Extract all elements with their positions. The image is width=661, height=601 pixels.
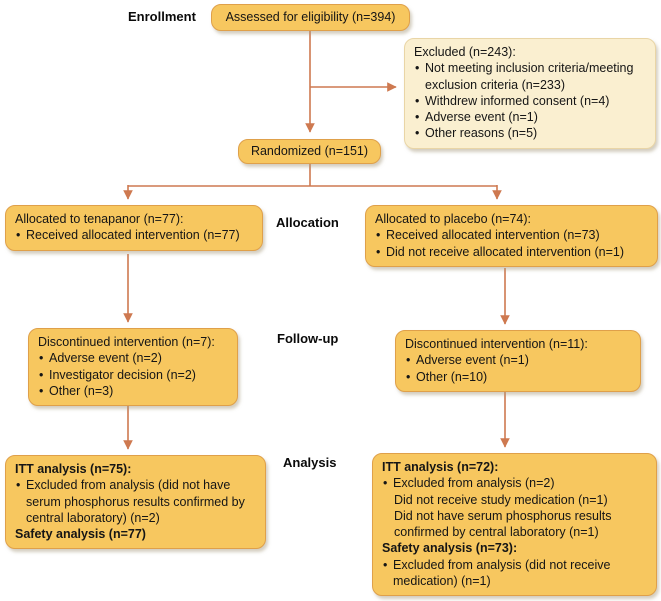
followup-tenapanor-item: • Adverse event (n=2) xyxy=(38,350,228,366)
analysis-placebo-box xyxy=(372,453,657,596)
followup-tenapanor-item: • Other (n=3) xyxy=(38,383,228,399)
followup-tenapanor-box xyxy=(28,328,238,406)
allocation-tenapanor-item: • Received allocated intervention (n=77) xyxy=(15,227,253,243)
excluded-title: Excluded (n=243): xyxy=(414,45,516,59)
itt-analysis-placebo-item: • Excluded from analysis (n=2) xyxy=(382,475,647,491)
itt-analysis-tenapanor-item: • Excluded from analysis (did not have serum phosphorus results confirmed by central laboratory) (n=2) xyxy=(15,477,256,526)
allocation-placebo-box xyxy=(365,205,658,267)
stage-label-analysis: Analysis xyxy=(283,455,337,470)
followup-placebo-item: • Adverse event (n=1) xyxy=(405,352,631,368)
safety-analysis-tenapanor-title: Safety analysis (n=77) xyxy=(15,527,146,541)
excluded-item: • Not meeting inclusion criteria/meeting exclusion criteria (n=233) xyxy=(414,60,646,93)
excluded-item: • Adverse event (n=1) xyxy=(414,109,646,125)
followup-tenapanor-title: Discontinued intervention (n=7): xyxy=(38,335,215,349)
assessed-for-eligibility-box xyxy=(211,4,410,31)
allocation-placebo-title: Allocated to placebo (n=74): xyxy=(375,212,532,226)
followup-tenapanor-item: • Investigator decision (n=2) xyxy=(38,367,228,383)
excluded-item: • Other reasons (n=5) xyxy=(414,125,646,141)
analysis-tenapanor-box xyxy=(5,455,266,549)
assessed-text: Assessed for eligibility (n=394) xyxy=(225,10,396,25)
itt-analysis-placebo-subitem: Did not have serum phosphorus results confirmed by central laboratory (n=1) xyxy=(394,508,612,539)
safety-analysis-placebo-item: • Excluded from analysis (did not receive medication) (n=1) xyxy=(382,557,647,590)
stage-label-allocation: Allocation xyxy=(276,215,339,230)
stage-label-followup: Follow-up xyxy=(277,331,339,346)
allocation-placebo-item: • Received allocated intervention (n=73) xyxy=(375,227,648,243)
excluded-box xyxy=(404,38,656,149)
allocation-placebo-item: • Did not receive allocated intervention (n=1) xyxy=(375,244,648,260)
itt-analysis-placebo-title: ITT analysis (n=72): xyxy=(382,460,499,474)
randomized-box xyxy=(238,139,381,164)
allocation-tenapanor-box xyxy=(5,205,263,251)
followup-placebo-box xyxy=(395,330,641,392)
allocation-tenapanor-title: Allocated to tenapanor (n=77): xyxy=(15,212,184,226)
safety-analysis-placebo-title: Safety analysis (n=73): xyxy=(382,541,518,556)
stage-label-enrollment: Enrollment xyxy=(128,9,196,24)
excluded-item: • Withdrew informed consent (n=4) xyxy=(414,93,646,109)
followup-placebo-item: • Other (n=10) xyxy=(405,369,631,385)
itt-analysis-tenapanor-title: ITT analysis (n=75): xyxy=(15,462,132,476)
itt-analysis-placebo-subitem: Did not receive study medication (n=1) xyxy=(394,492,608,507)
randomized-text: Randomized (n=151) xyxy=(250,144,369,159)
followup-placebo-title: Discontinued intervention (n=11): xyxy=(405,337,588,351)
